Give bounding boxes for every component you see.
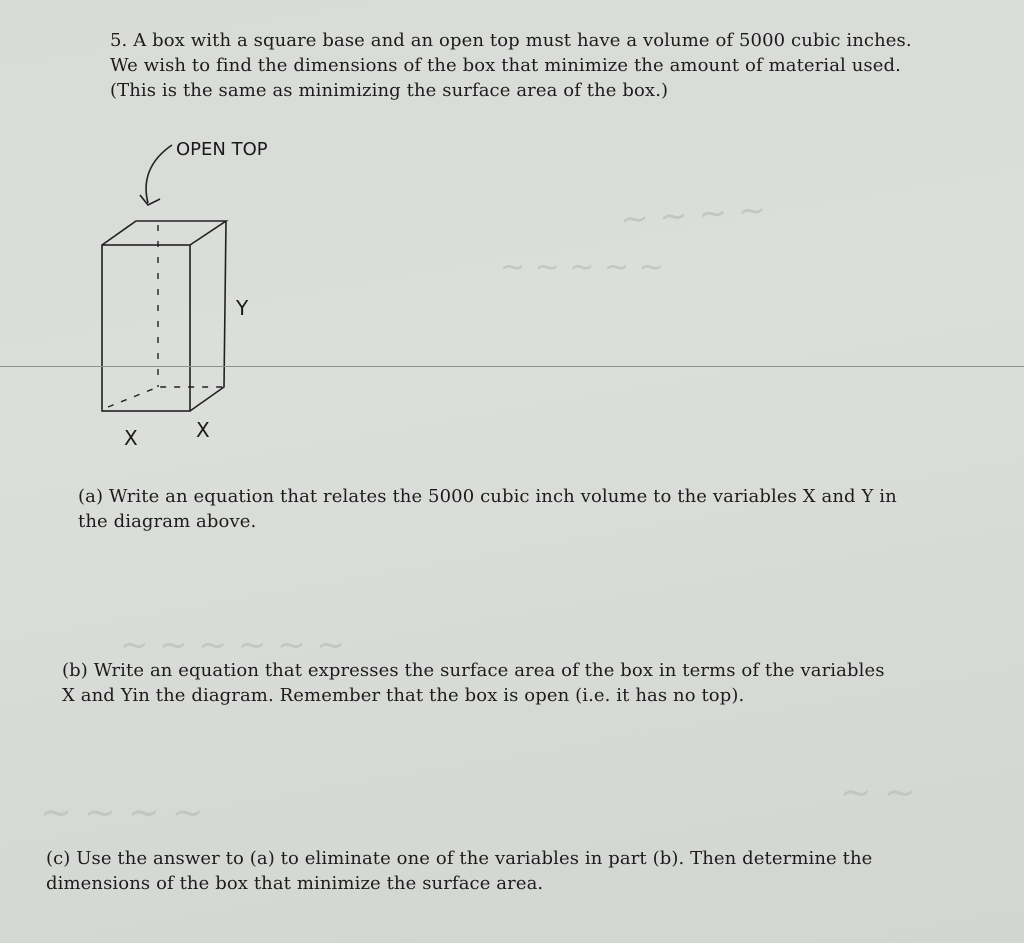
problem-line-2: We wish to find the dimensions of the box that minimize the amount of material used.: [110, 55, 901, 76]
base-label-left: X: [124, 426, 138, 450]
part-a: [78, 484, 897, 534]
part-c-line-1: (c) Use the answer to (a) to eliminate one of the variables in part (b). Then determine the: [46, 848, 873, 869]
bleed-through-mark: ~ ~: [840, 770, 916, 814]
height-label: Y: [236, 296, 249, 320]
part-c: [46, 846, 872, 896]
problem-line-1: 5. A box with a square base and an open top must have a volume of 5000 cubic inches.: [110, 30, 912, 51]
problem-statement: [110, 28, 912, 103]
part-a-line-1: (a) Write an equation that relates the 5000 cubic inch volume to the variables X and Y in: [78, 486, 897, 507]
part-b: [62, 658, 885, 708]
box-top-edge: [102, 221, 226, 245]
base-label-right: X: [196, 418, 210, 442]
box-front-face: [102, 245, 190, 411]
bleed-through-mark: ~ ~ ~ ~ ~: [500, 250, 664, 285]
bleed-through-mark: ~ ~ ~ ~ ~ ~: [120, 625, 345, 665]
bleed-through-mark: ~ ~ ~ ~: [618, 189, 768, 241]
part-b-line-2: X and Yin the diagram. Remember that the box is open (i.e. it has no top).: [62, 685, 745, 706]
part-a-line-2: the diagram above.: [78, 511, 257, 532]
part-b-line-1: (b) Write an equation that expresses the surface area of the box in terms of the variables: [62, 660, 885, 681]
page-fold-line: [0, 366, 1024, 367]
open-top-arrow: [146, 145, 172, 203]
box-right-edge: [190, 221, 226, 411]
open-top-label: OPEN TOP: [176, 139, 268, 160]
open-top-arrowhead: [140, 195, 160, 205]
bleed-through-mark: ~ ~ ~ ~: [40, 790, 204, 834]
box-diagram: [90, 125, 390, 465]
part-c-line-2: dimensions of the box that minimize the surface area.: [46, 873, 544, 894]
problem-line-3: (This is the same as minimizing the surface area of the box.): [110, 80, 669, 101]
box-hidden-bottom: [108, 387, 224, 407]
